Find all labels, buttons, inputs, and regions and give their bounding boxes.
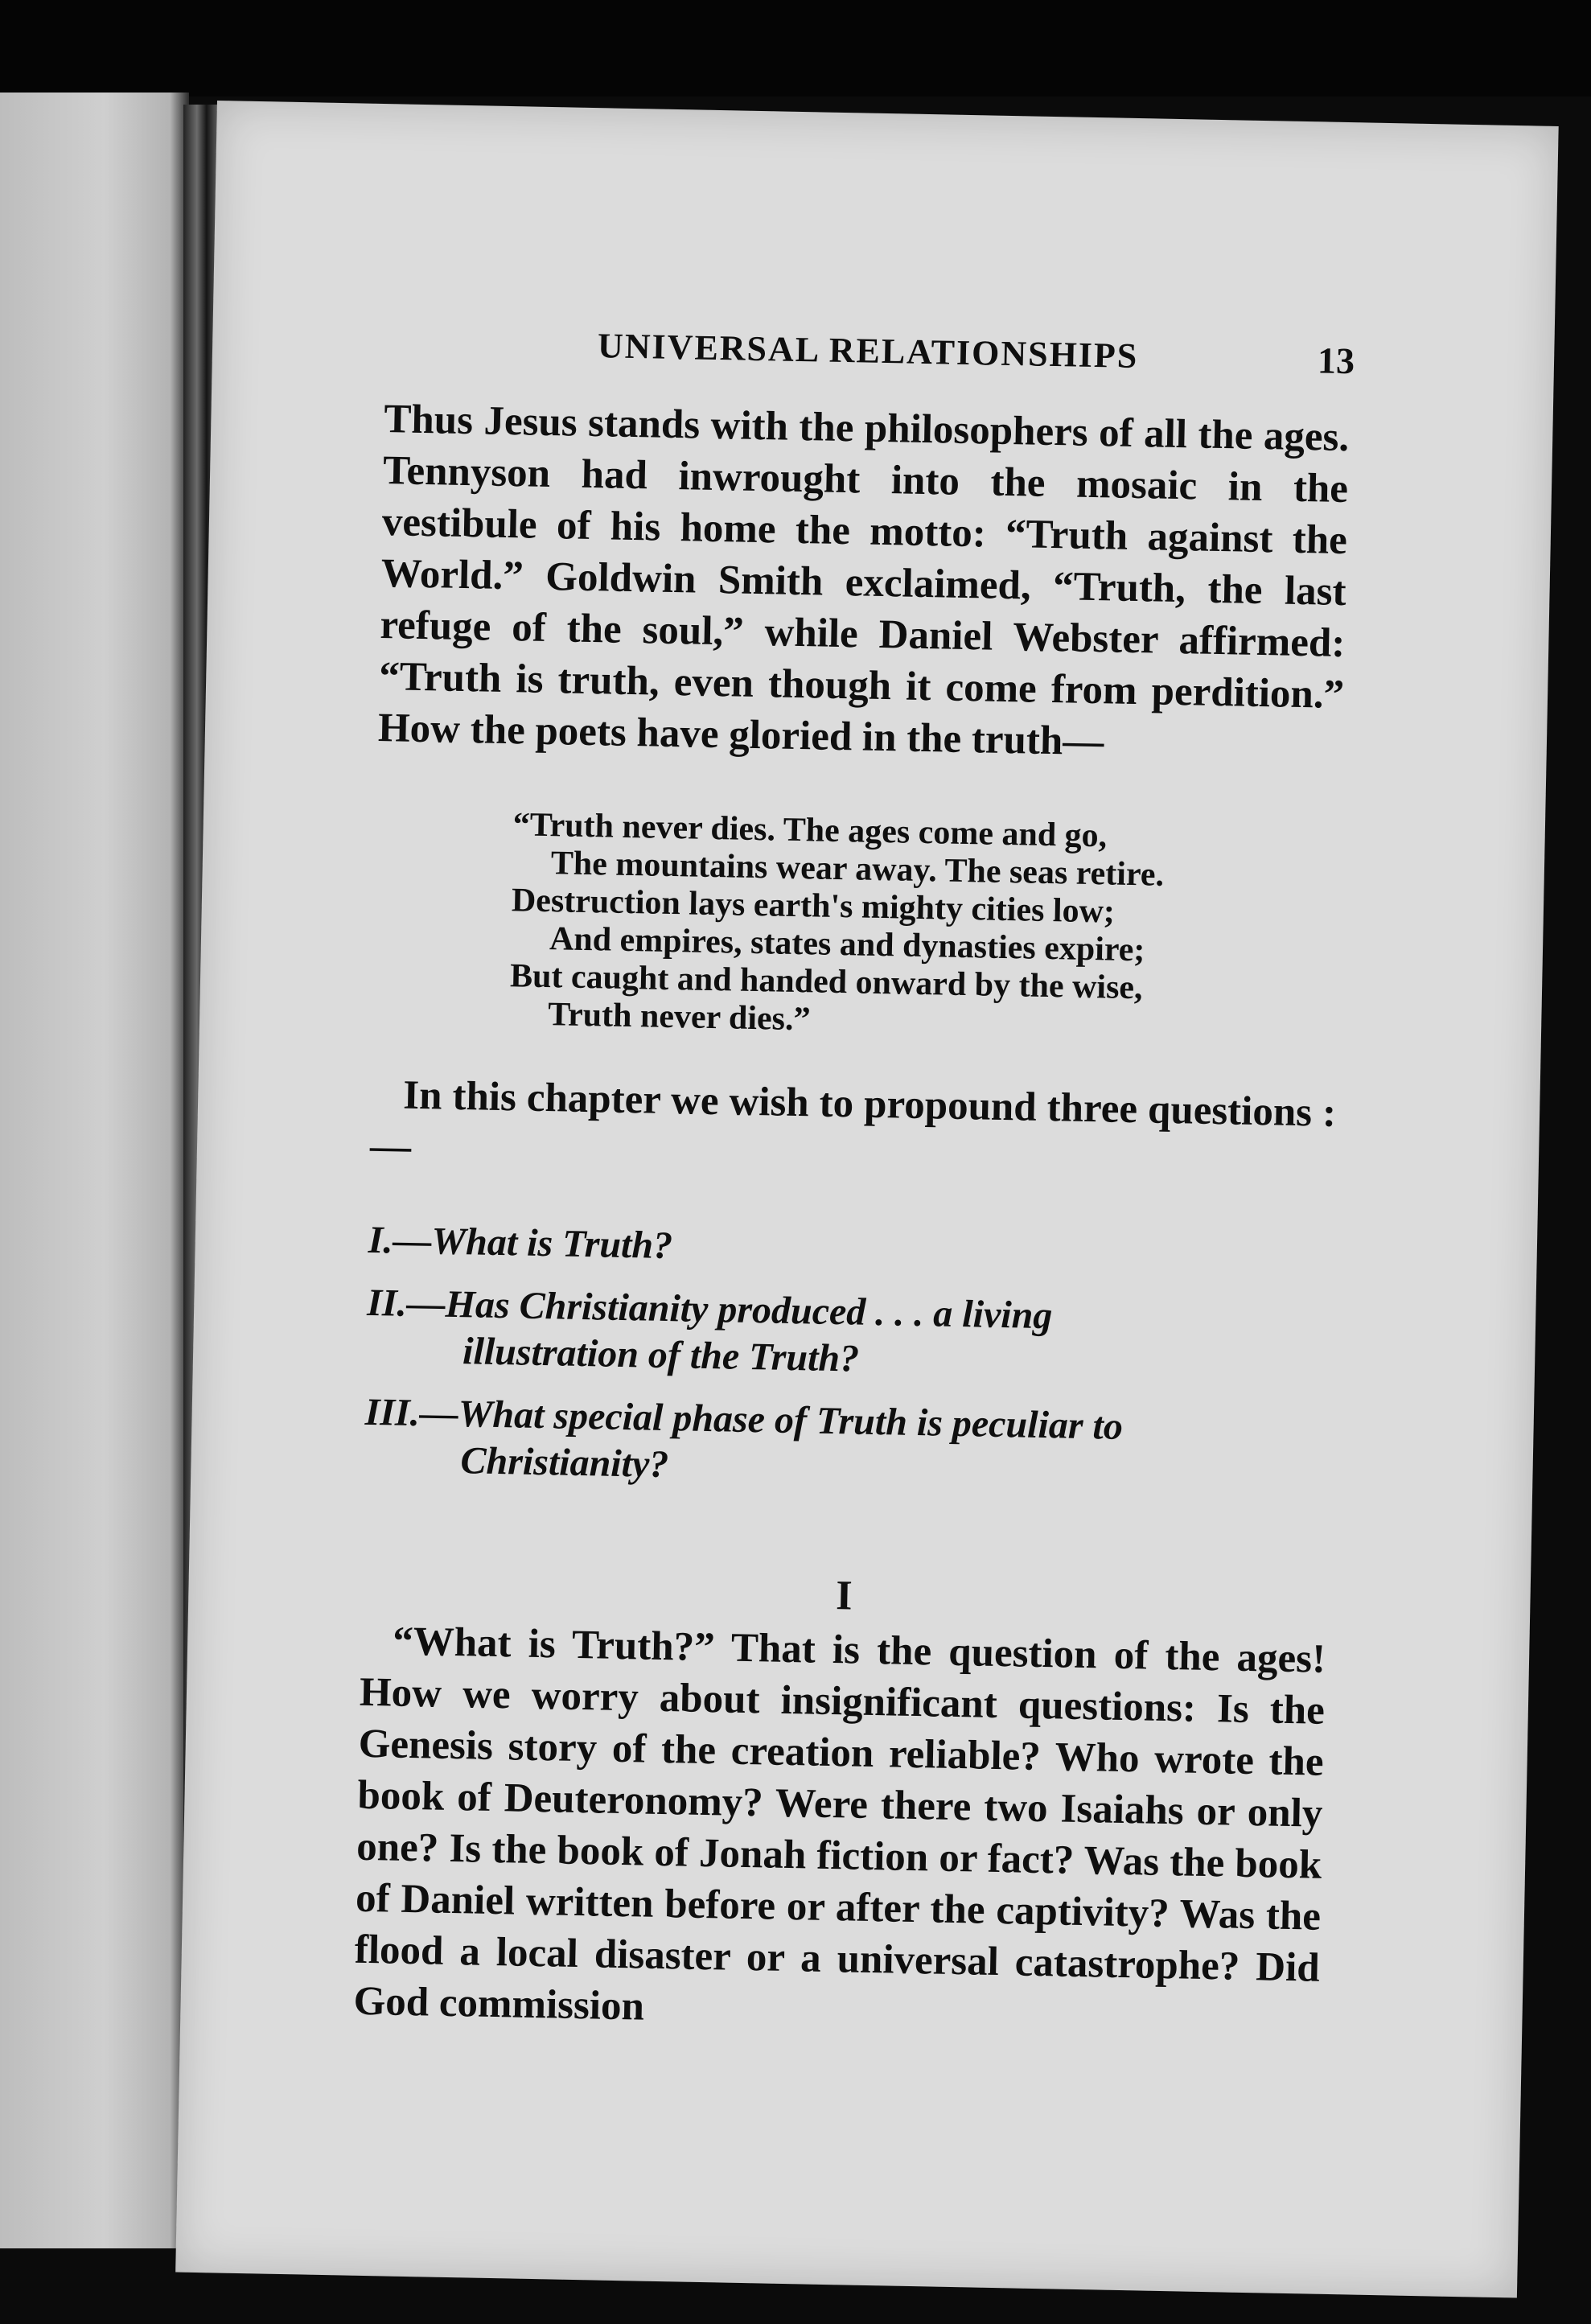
book-page [175,101,1559,2298]
section-number: I [835,1573,853,1619]
question-list [364,1217,1334,1501]
poem-line: But caught and handed onward by the wise, [509,957,1143,1007]
poem-line: “Truth never dies. The ages come and go, [512,806,1108,855]
page-number: 13 [1317,339,1355,382]
question-continuation: Christianity? [460,1439,669,1487]
poem-line: Destruction lays earth's mighty cities low; [511,882,1116,931]
paragraph-three-questions: In this chapter we wish to propound three questions :— [369,1072,1337,1170]
question-item [368,1217,1334,1282]
paragraph-philosophers: Thus Jesus stands with the philosophers of all the ages. Tennyson had inwrought into the mosaic in the vestibule of his home the motto: “Truth against the World.” Goldwin Smith exclaimed, “Truth, the last refuge of the soul,” while Daniel Webster affirmed: “Truth is truth, even though it come from perdition.” How the poets have gloried in the truth— [377,397,1350,765]
facing-page-edge [0,93,189,2248]
paragraph-what-is-truth: “What is Truth?” That is the question of the ages! How we worry about insignificant questions: Is the Genesis story of the creation reliable? Who wrote the book of Deuteronomy? Were there two Isaiahs or only one? Is the book of Jonah fiction or fact? Was the book of Daniel written before or after the captivity? Was the flood a local disaster or a universal catastrophe? Did God commission [353,1619,1326,2030]
question-text: I.—What is Truth? [368,1218,673,1268]
question-item [366,1280,1333,1392]
page-text-block [353,321,1355,2046]
poem-line: Truth never dies.” [547,996,811,1039]
scan-top-border [0,0,1591,97]
question-text: II.—Has Christianity produced . . . a living [366,1281,1053,1338]
question-text: III.—What special phase of Truth is peculiar to [364,1390,1124,1448]
running-head-title: UNIVERSAL RELATIONSHIPS [597,326,1139,376]
poem-line: The mountains wear away. The seas retire. [550,845,1165,894]
question-continuation: illustration of the Truth? [462,1330,860,1380]
poem-quote [509,806,1342,1049]
poem-line: And empires, states and dynasties expire; [549,920,1145,969]
question-item [364,1389,1330,1501]
